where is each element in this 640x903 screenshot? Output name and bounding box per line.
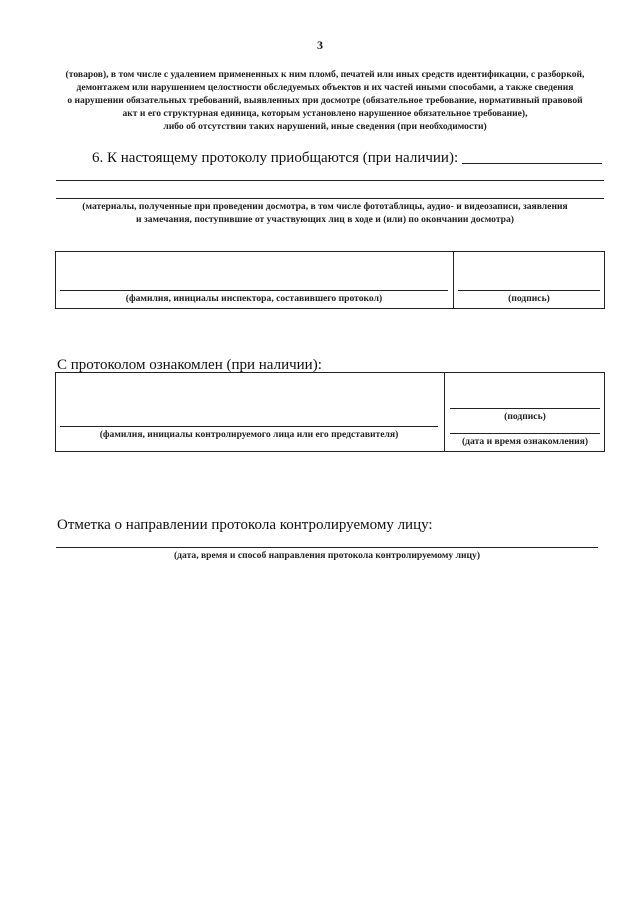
section-6-caption — [40, 200, 610, 226]
section-6-caption-line: и замечания, поступившие от участвующих лиц в ходе и (или) по окончании досмотра) — [135, 214, 515, 225]
acquainted-table-divider — [444, 372, 445, 452]
dispatch-heading: Отметка о направлении протокола контролируемому лицу: — [57, 517, 433, 533]
inspector-signature-caption: (подпись) — [508, 293, 550, 304]
controlled-person-name-line[interactable] — [60, 426, 438, 427]
page-number: 3 — [317, 38, 323, 52]
section-6-caption-line: (материалы, полученные при проведении досмотра, в том числе фототаблицы, аудио- и видеозаписи, заявления — [82, 201, 568, 212]
intro-line: либо об отсутствии таких нарушений, иные сведения (при необходимости) — [163, 121, 487, 132]
section-6-heading: 6. К настоящему протоколу приобщаются (при наличии): — [92, 150, 459, 166]
inspector-signature-line[interactable] — [458, 290, 600, 291]
inspector-name-line[interactable] — [60, 290, 448, 291]
acquaintance-datetime-caption: (дата и время ознакомления) — [461, 436, 589, 447]
acquainted-heading: С протоколом ознакомлен (при наличии): — [57, 357, 322, 373]
dispatch-caption: (дата, время и способ направления протокола контролируемому лицу) — [173, 550, 481, 561]
controlled-person-signature-caption: (подпись) — [504, 411, 546, 422]
dispatch-fill-line[interactable] — [56, 547, 598, 548]
intro-line: акт и его структурная единица, которым установлено нарушенное обязательное требование), — [122, 108, 528, 119]
section-6-fill-line — [56, 180, 604, 181]
intro-line: демонтажем или нарушением целостности обследуемых объектов и их частей иными способами, а также сведения — [76, 82, 574, 93]
section-6-heading-fill-line — [462, 163, 602, 164]
section-6-fill-line — [56, 198, 604, 199]
inspector-name-caption: (фамилия, инициалы инспектора, составившего протокол) — [125, 293, 383, 304]
controlled-person-signature-line[interactable] — [450, 408, 600, 409]
inspector-table-divider — [453, 251, 454, 309]
acquaintance-datetime-line[interactable] — [450, 433, 600, 434]
intro-line: (товаров), в том числе с удалением примененных к ним пломб, печатей или иных средств идентификации, с разборкой, — [65, 69, 585, 80]
intro-line: о нарушении обязательных требований, выявленных при досмотре (обязательное требование, нормативный правовой — [67, 95, 583, 106]
controlled-person-name-caption: (фамилия, инициалы контролируемого лица или его представителя) — [99, 429, 399, 440]
intro-paragraph — [40, 68, 610, 133]
